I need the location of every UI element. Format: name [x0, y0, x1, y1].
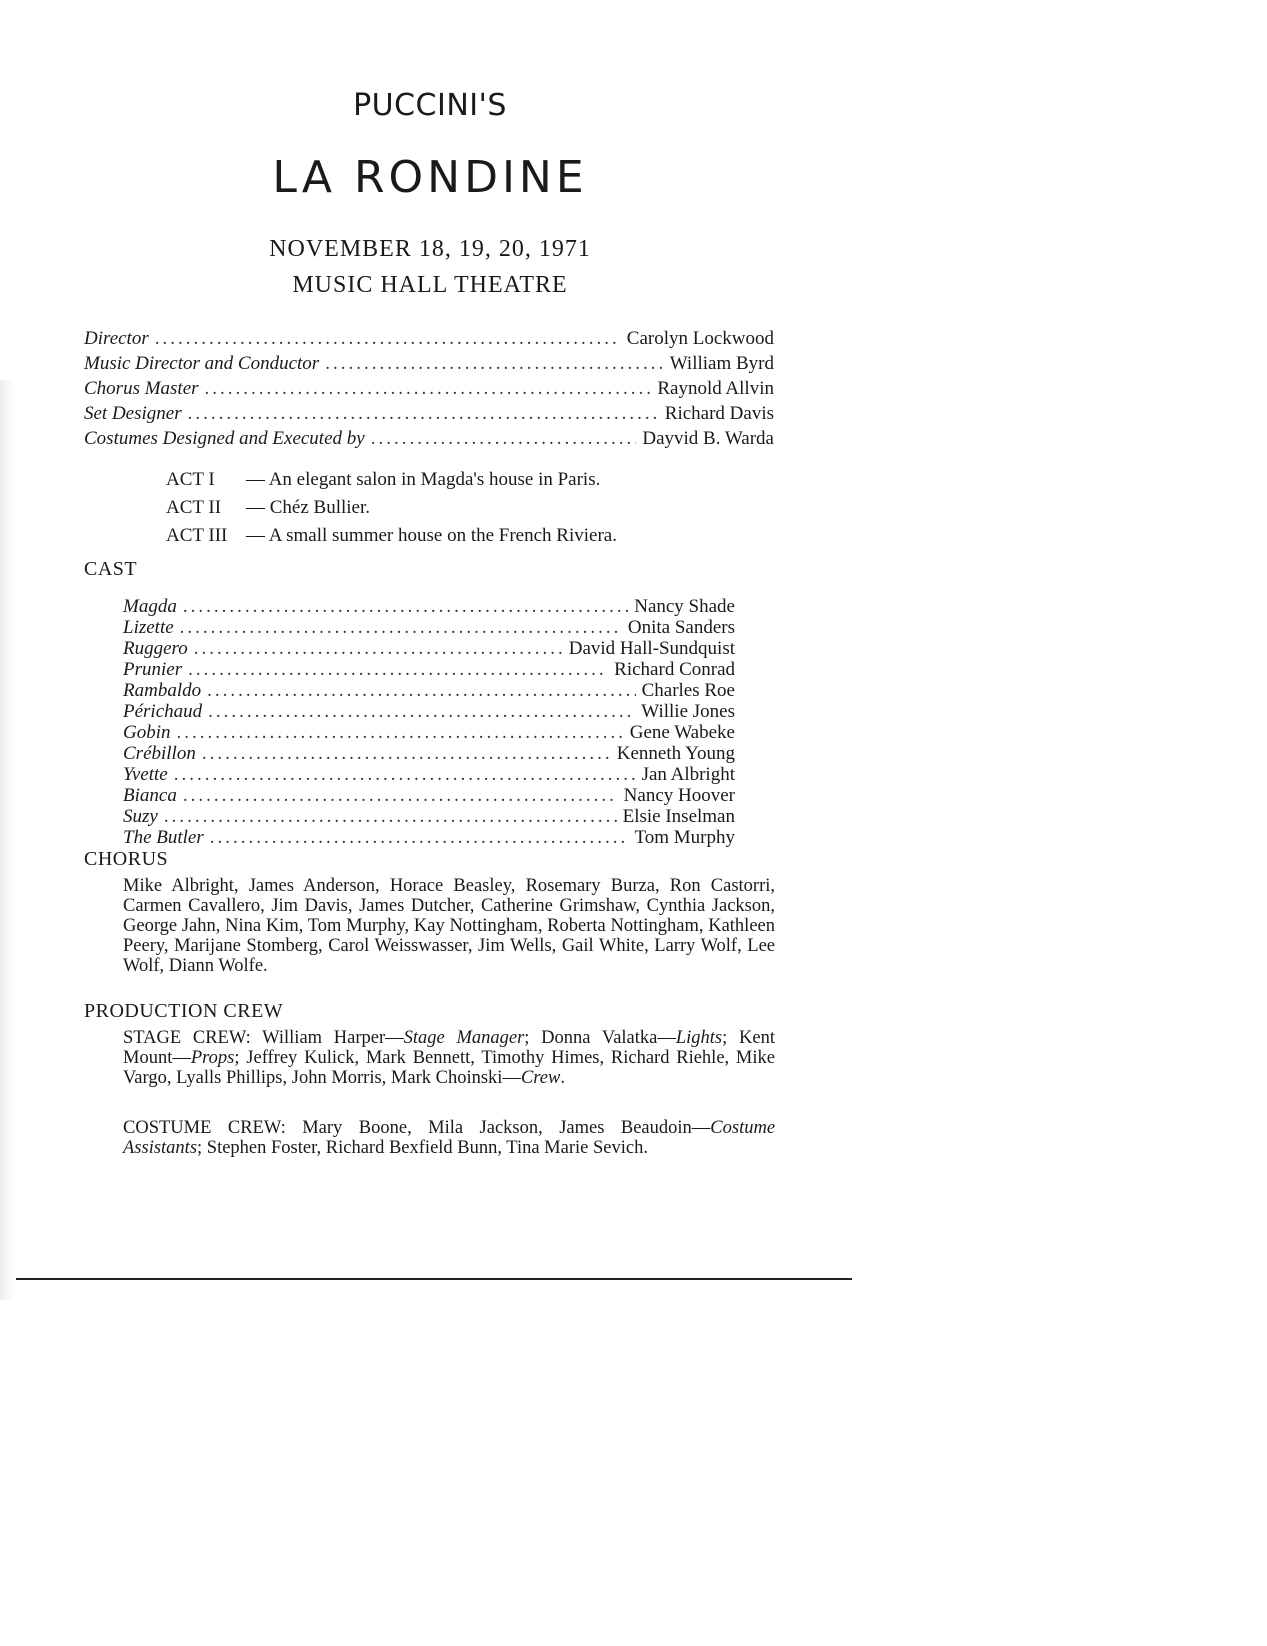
opera-title: LA RONDINE	[272, 152, 588, 203]
cast-name: Jan Albright	[641, 764, 735, 785]
crew-text: ; Stephen Foster, Richard Bexfield Bunn, Tina Marie Sevich.	[197, 1138, 648, 1158]
cast-role: The Butler	[123, 827, 204, 848]
act-description: — A small summer house on the French Riviera.	[246, 525, 617, 546]
crew-text: ; Donna Valatka—	[524, 1028, 676, 1048]
cast-role: Suzy	[123, 806, 158, 827]
staff-name: Raynold Allvin	[657, 378, 774, 399]
leader-dots	[177, 722, 624, 743]
leader-dots	[188, 401, 659, 426]
act-label: ACT I	[166, 469, 215, 490]
crew-text: William Harper—	[262, 1028, 404, 1048]
leader-dots	[325, 351, 664, 376]
staff-name: Carolyn Lockwood	[626, 328, 774, 349]
crew-role: Costume Assistants	[123, 1118, 776, 1158]
cast-name: Nancy Shade	[634, 596, 735, 617]
cast-role: Prunier	[123, 659, 183, 680]
performance-dates: NOVEMBER 18, 19, 20, 1971	[269, 236, 591, 262]
leader-dots	[183, 785, 618, 806]
act-description: — Chéz Bullier.	[246, 497, 371, 518]
crew-text: ; Kent Mount—	[123, 1028, 775, 1068]
act-label: ACT III	[166, 525, 228, 546]
leader-dots	[155, 326, 621, 351]
staff-row	[84, 426, 774, 451]
staff-role: Director	[84, 328, 149, 349]
costume-crew-paragraph	[123, 1118, 775, 1158]
cast-row	[123, 722, 735, 743]
leader-dots	[208, 701, 635, 722]
leader-dots	[210, 827, 629, 848]
cast-role: Crébillon	[123, 743, 196, 764]
cast-name: Charles Roe	[641, 680, 735, 701]
cast-name: David Hall-Sundquist	[568, 638, 735, 659]
staff-row	[84, 401, 774, 426]
cast-row	[123, 680, 735, 701]
stage-crew-paragraph	[123, 1028, 775, 1088]
composer-heading: PUCCINI'S	[353, 88, 507, 123]
cast-name: Willie Jones	[641, 701, 735, 722]
staff-row	[84, 351, 774, 376]
chorus-members: Mike Albright, James Anderson, Horace Beasley, Rosemary Burza, Ron Castorri, Carmen Cavallero, Jim Davis, James Dutcher, Catherine Grimshaw, Cynthia Jackson, George Jahn, Nina Kim, Tom Murphy, Kay Nottingham, Roberta Nottingham, Kathleen Peery, Marijane Stomberg, Carol Weisswasser, Jim Wells, Gail White, Larry Wolf, Lee Wolf, Diann Wolfe.	[123, 876, 775, 976]
cast-role: Ruggero	[123, 638, 188, 659]
cast-role: Yvette	[123, 764, 168, 785]
cast-list	[123, 596, 735, 848]
leader-dots	[174, 764, 636, 785]
crew-role: Crew	[520, 1068, 561, 1088]
chorus-heading: CHORUS	[84, 848, 169, 870]
leader-dots	[188, 659, 608, 680]
act-synopsis	[166, 466, 617, 550]
leader-dots	[180, 617, 622, 638]
crew-role: Lights	[675, 1028, 723, 1048]
leader-dots	[183, 596, 628, 617]
venue: MUSIC HALL THEATRE	[292, 272, 568, 298]
cast-row	[123, 638, 735, 659]
cast-row	[123, 827, 735, 848]
crew-text: ; Jeffrey Kulick, Mark Bennett, Timothy Himes, Richard Riehle, Mike Vargo, Lyalls Phillips, John Morris, Mark Choinski—	[123, 1048, 775, 1088]
act-row	[166, 466, 617, 494]
production-staff-list	[84, 326, 774, 451]
production-crew-heading: PRODUCTION CREW	[84, 1000, 284, 1022]
costume-crew-label: COSTUME CREW:	[123, 1118, 286, 1138]
cast-role: Rambaldo	[123, 680, 202, 701]
cast-role: Lizette	[123, 617, 174, 638]
leader-dots	[371, 426, 637, 451]
cast-row	[123, 617, 735, 638]
stage-crew-label: STAGE CREW:	[123, 1028, 251, 1048]
staff-role: Chorus Master	[84, 378, 199, 399]
cast-name: Kenneth Young	[616, 743, 735, 764]
staff-name: William Byrd	[669, 353, 774, 374]
cast-row	[123, 596, 735, 617]
crew-text: Mary Boone, Mila Jackson, James Beaudoin—	[302, 1118, 711, 1138]
cast-row	[123, 701, 735, 722]
leader-dots	[164, 806, 617, 827]
staff-role: Set Designer	[84, 403, 182, 424]
act-row	[166, 494, 617, 522]
cast-name: Elsie Inselman	[622, 806, 735, 827]
leader-dots	[207, 680, 635, 701]
cast-row	[123, 743, 735, 764]
staff-name: Dayvid B. Warda	[642, 428, 774, 449]
staff-role: Music Director and Conductor	[84, 353, 320, 374]
cast-role: Périchaud	[123, 701, 203, 722]
cast-name: Tom Murphy	[634, 827, 735, 848]
staff-row	[84, 326, 774, 351]
crew-role: Props	[190, 1048, 235, 1068]
cast-role: Gobin	[123, 722, 171, 743]
leader-dots	[205, 376, 652, 401]
crew-text: .	[560, 1068, 565, 1088]
cast-name: Richard Conrad	[614, 659, 735, 680]
staff-role: Costumes Designed and Executed by	[84, 428, 365, 449]
cast-role: Bianca	[123, 785, 177, 806]
cast-row	[123, 785, 735, 806]
cast-heading: CAST	[84, 558, 138, 580]
staff-name: Richard Davis	[664, 403, 774, 424]
scan-page-edge	[0, 380, 16, 1300]
cast-name: Onita Sanders	[627, 617, 735, 638]
leader-dots	[194, 638, 563, 659]
act-description: — An elegant salon in Magda's house in Paris.	[246, 469, 601, 490]
act-label: ACT II	[166, 497, 222, 518]
bottom-rule-divider	[16, 1278, 852, 1280]
staff-row	[84, 376, 774, 401]
cast-row	[123, 806, 735, 827]
leader-dots	[202, 743, 611, 764]
cast-name: Nancy Hoover	[623, 785, 735, 806]
cast-row	[123, 764, 735, 785]
act-row	[166, 522, 617, 550]
cast-name: Gene Wabeke	[629, 722, 735, 743]
cast-role: Magda	[123, 596, 177, 617]
crew-role: Stage Manager	[403, 1028, 525, 1048]
cast-row	[123, 659, 735, 680]
